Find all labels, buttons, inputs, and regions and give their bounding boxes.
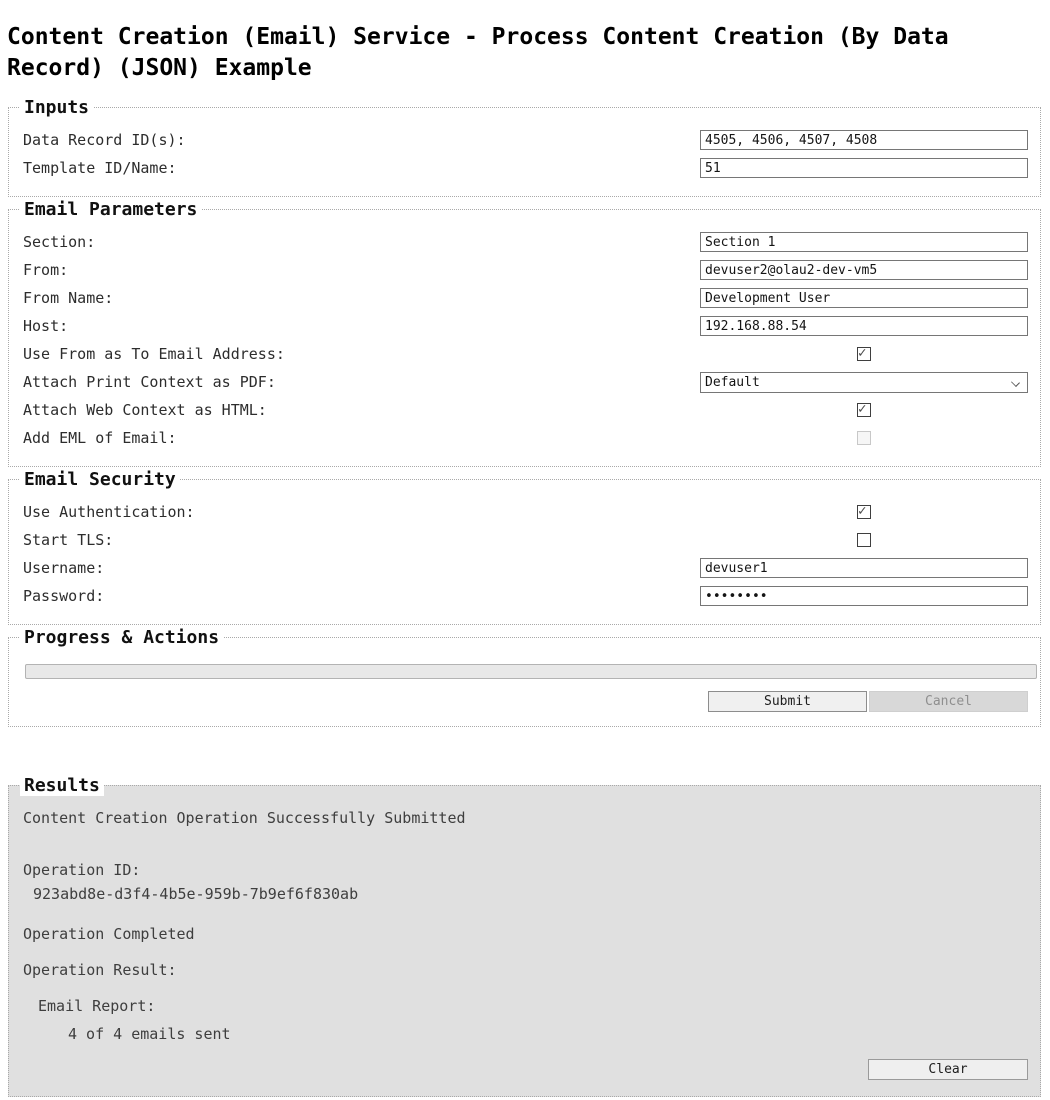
email-report-label: Email Report: — [38, 997, 156, 1015]
results-legend: Results — [20, 775, 104, 796]
from-name-input[interactable] — [700, 288, 1028, 308]
progress-actions-section — [8, 627, 1041, 727]
add-eml-label: Add EML of Email: — [23, 429, 177, 447]
use-from-as-to-label: Use From as To Email Address: — [23, 345, 285, 363]
attach-html-checkbox[interactable] — [857, 403, 871, 417]
host-input[interactable] — [700, 316, 1028, 336]
use-authentication-row — [23, 498, 1028, 526]
username-row — [23, 554, 1028, 582]
attach-pdf-label: Attach Print Context as PDF: — [23, 373, 276, 391]
from-input[interactable] — [700, 260, 1028, 280]
host-label: Host: — [23, 317, 69, 335]
results-status-message: Content Creation Operation Successfully Submitted — [23, 809, 466, 827]
from-name-label: From Name: — [23, 289, 114, 307]
cancel-button[interactable]: Cancel — [869, 691, 1028, 712]
section-label: Section: — [23, 233, 96, 251]
add-eml-checkbox — [857, 431, 871, 445]
inputs-legend: Inputs — [20, 97, 93, 118]
use-from-as-to-checkbox[interactable] — [857, 347, 871, 361]
section-row — [23, 228, 1028, 256]
page-title: Content Creation (Email) Service - Process Content Creation (By Data Record) (JSON) Example — [7, 24, 949, 81]
template-id-label: Template ID/Name: — [23, 159, 177, 177]
data-record-ids-input[interactable] — [700, 130, 1028, 150]
data-record-ids-label: Data Record ID(s): — [23, 131, 186, 149]
password-label: Password: — [23, 587, 105, 605]
inputs-section — [8, 97, 1041, 197]
operation-completed-text: Operation Completed — [23, 925, 195, 943]
from-label: From: — [23, 261, 69, 279]
password-input[interactable] — [700, 586, 1028, 606]
template-id-input[interactable] — [700, 158, 1028, 178]
section-input[interactable] — [700, 232, 1028, 252]
start-tls-label: Start TLS: — [23, 531, 114, 549]
attach-html-label: Attach Web Context as HTML: — [23, 401, 267, 419]
progress-actions-legend: Progress & Actions — [20, 627, 223, 648]
results-section — [8, 775, 1041, 1097]
chevron-down-icon — [1011, 378, 1020, 387]
progress-bar — [25, 664, 1037, 679]
from-name-row — [23, 284, 1028, 312]
template-id-row — [23, 154, 1028, 182]
email-parameters-legend: Email Parameters — [20, 199, 201, 220]
use-authentication-checkbox[interactable] — [857, 505, 871, 519]
operation-id-value: 923abd8e-d3f4-4b5e-959b-7b9ef6f830ab — [33, 885, 359, 903]
use-from-as-to-row — [23, 340, 1028, 368]
email-parameters-section — [8, 199, 1041, 467]
data-record-ids-row — [23, 126, 1028, 154]
operation-id-label: Operation ID: — [23, 861, 141, 879]
start-tls-checkbox[interactable] — [857, 533, 871, 547]
submit-button[interactable]: Submit — [708, 691, 867, 712]
email-security-legend: Email Security — [20, 469, 180, 490]
clear-button[interactable]: Clear — [868, 1059, 1028, 1080]
username-label: Username: — [23, 559, 105, 577]
use-authentication-label: Use Authentication: — [23, 503, 195, 521]
email-report-value: 4 of 4 emails sent — [68, 1025, 231, 1043]
host-row — [23, 312, 1028, 340]
add-eml-row — [23, 424, 1028, 452]
actions-row — [23, 691, 1028, 712]
password-row — [23, 582, 1028, 610]
clear-row — [23, 1059, 1028, 1080]
attach-pdf-selected-value: Default — [705, 374, 760, 390]
start-tls-row — [23, 526, 1028, 554]
from-row — [23, 256, 1028, 284]
operation-result-label: Operation Result: — [23, 961, 177, 979]
email-security-section — [8, 469, 1041, 625]
attach-pdf-row — [23, 368, 1028, 396]
attach-html-row — [23, 396, 1028, 424]
attach-pdf-select[interactable] — [700, 372, 1028, 393]
username-input[interactable] — [700, 558, 1028, 578]
